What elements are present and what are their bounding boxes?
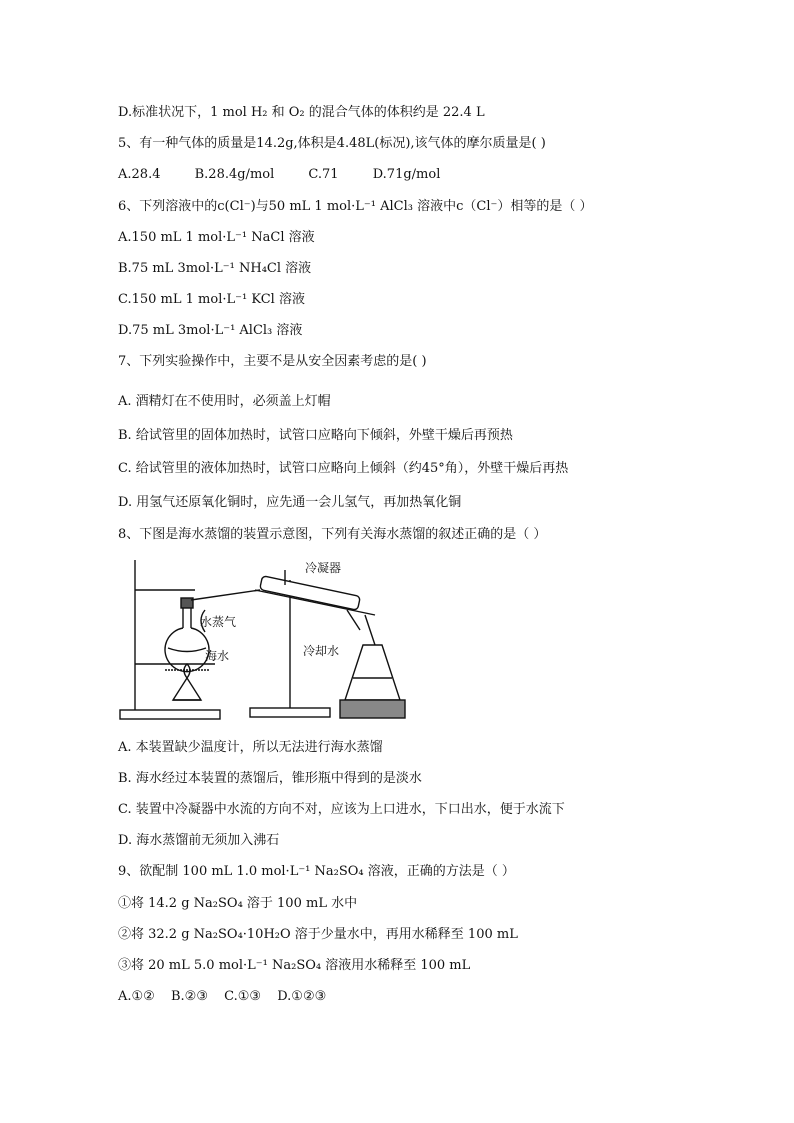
q5-option-c: C.71 (308, 167, 339, 182)
seawater-surface (168, 648, 206, 652)
q6-option-b: B.75 mL 3mol·L⁻¹ NH₄Cl 溶液 (118, 261, 312, 276)
q8-option-c: C. 装置中冷凝器中水流的方向不对，应该为上口进水，下口出水，便于水流下 (118, 802, 565, 817)
q7-option-c: C. 给试管里的液体加热时，试管口应略向上倾斜（约45°角），外壁干燥后再热 (118, 461, 569, 476)
q9-options (118, 988, 326, 1006)
q8-option-a: A. 本装置缺少温度计，所以无法进行海水蒸馏 (118, 740, 383, 755)
label-coolwater: 冷却水 (303, 644, 340, 658)
delivery-tube (191, 590, 260, 600)
q6-option-a: A.150 mL 1 mol·L⁻¹ NaCl 溶液 (118, 230, 315, 245)
alcohol-lamp (173, 678, 201, 700)
q8-option-b: B. 海水经过本装置的蒸馏后，锥形瓶中得到的是淡水 (118, 771, 422, 786)
condenser (260, 576, 361, 610)
q7-option-a: A. 酒精灯在不使用时，必须盖上灯帽 (118, 394, 331, 409)
label-seawater: 海水 (205, 649, 230, 663)
adapter-tube (365, 615, 375, 645)
q7-option-b: B. 给试管里的固体加热时，试管口应略向下倾斜，外壁干燥后再预热 (118, 428, 513, 443)
q9-method-2: ②将 32.2 g Na₂SO₄·10H₂O 溶于少量水中，再用水稀释至 100 mL (118, 927, 518, 942)
distillation-diagram (115, 560, 505, 725)
q8-option-d: D. 海水蒸馏前无须加入沸石 (118, 833, 280, 848)
q9-option-a: A.①② (118, 989, 155, 1004)
middle-stand-base (250, 708, 330, 717)
q9-method-3: ③将 20 mL 5.0 mol·L⁻¹ Na₂SO₄ 溶液用水稀释至 100 mL (118, 958, 471, 973)
distillation-apparatus-figure (115, 560, 505, 725)
q9-option-c: C.①③ (224, 989, 262, 1004)
q4-option-d: D.标准状况下，1 mol H₂ 和 O₂ 的混合气体的体积约是 22.4 L (118, 105, 485, 120)
left-stand-base (120, 710, 220, 719)
q5-option-a: A.28.4 (118, 167, 161, 182)
support-block (340, 700, 405, 718)
q9-stem: 9、欲配制 100 mL 1.0 mol·L⁻¹ Na₂SO₄ 溶液，正确的方法是（ ） (118, 864, 515, 879)
receiving-flask (345, 645, 400, 700)
q6-stem: 6、下列溶液中的c(Cl⁻)与50 mL 1 mol·L⁻¹ AlCl₃ 溶液中c（Cl⁻）相等的是（ ） (118, 199, 593, 214)
label-steam: 水蒸气 (200, 615, 237, 629)
q6-option-d: D.75 mL 3mol·L⁻¹ AlCl₃ 溶液 (118, 323, 303, 338)
q8-stem: 8、下图是海水蒸馏的装置示意图，下列有关海水蒸馏的叙述正确的是（ ） (118, 527, 547, 542)
q5-options (118, 166, 440, 184)
q5-option-d: D.71g/mol (372, 167, 441, 182)
water-inlet (347, 610, 360, 630)
q9-option-b: B.②③ (170, 989, 208, 1004)
q9-method-1: ①将 14.2 g Na₂SO₄ 溶于 100 mL 水中 (118, 896, 358, 911)
q5-option-b: B.28.4g/mol (194, 167, 275, 182)
q9-option-d: D.①②③ (277, 989, 327, 1004)
q6-option-c: C.150 mL 1 mol·L⁻¹ KCl 溶液 (118, 292, 305, 307)
q7-option-d: D. 用氢气还原氧化铜时，应先通一会儿氢气，再加热氧化铜 (118, 495, 462, 510)
q7-stem: 7、下列实验操作中，主要不是从安全因素考虑的是( ) (118, 354, 427, 369)
label-condenser: 冷凝器 (305, 561, 342, 575)
q5-stem: 5、有一种气体的质量是14.2g,体积是4.48L(标况),该气体的摩尔质量是( ) (118, 136, 546, 151)
